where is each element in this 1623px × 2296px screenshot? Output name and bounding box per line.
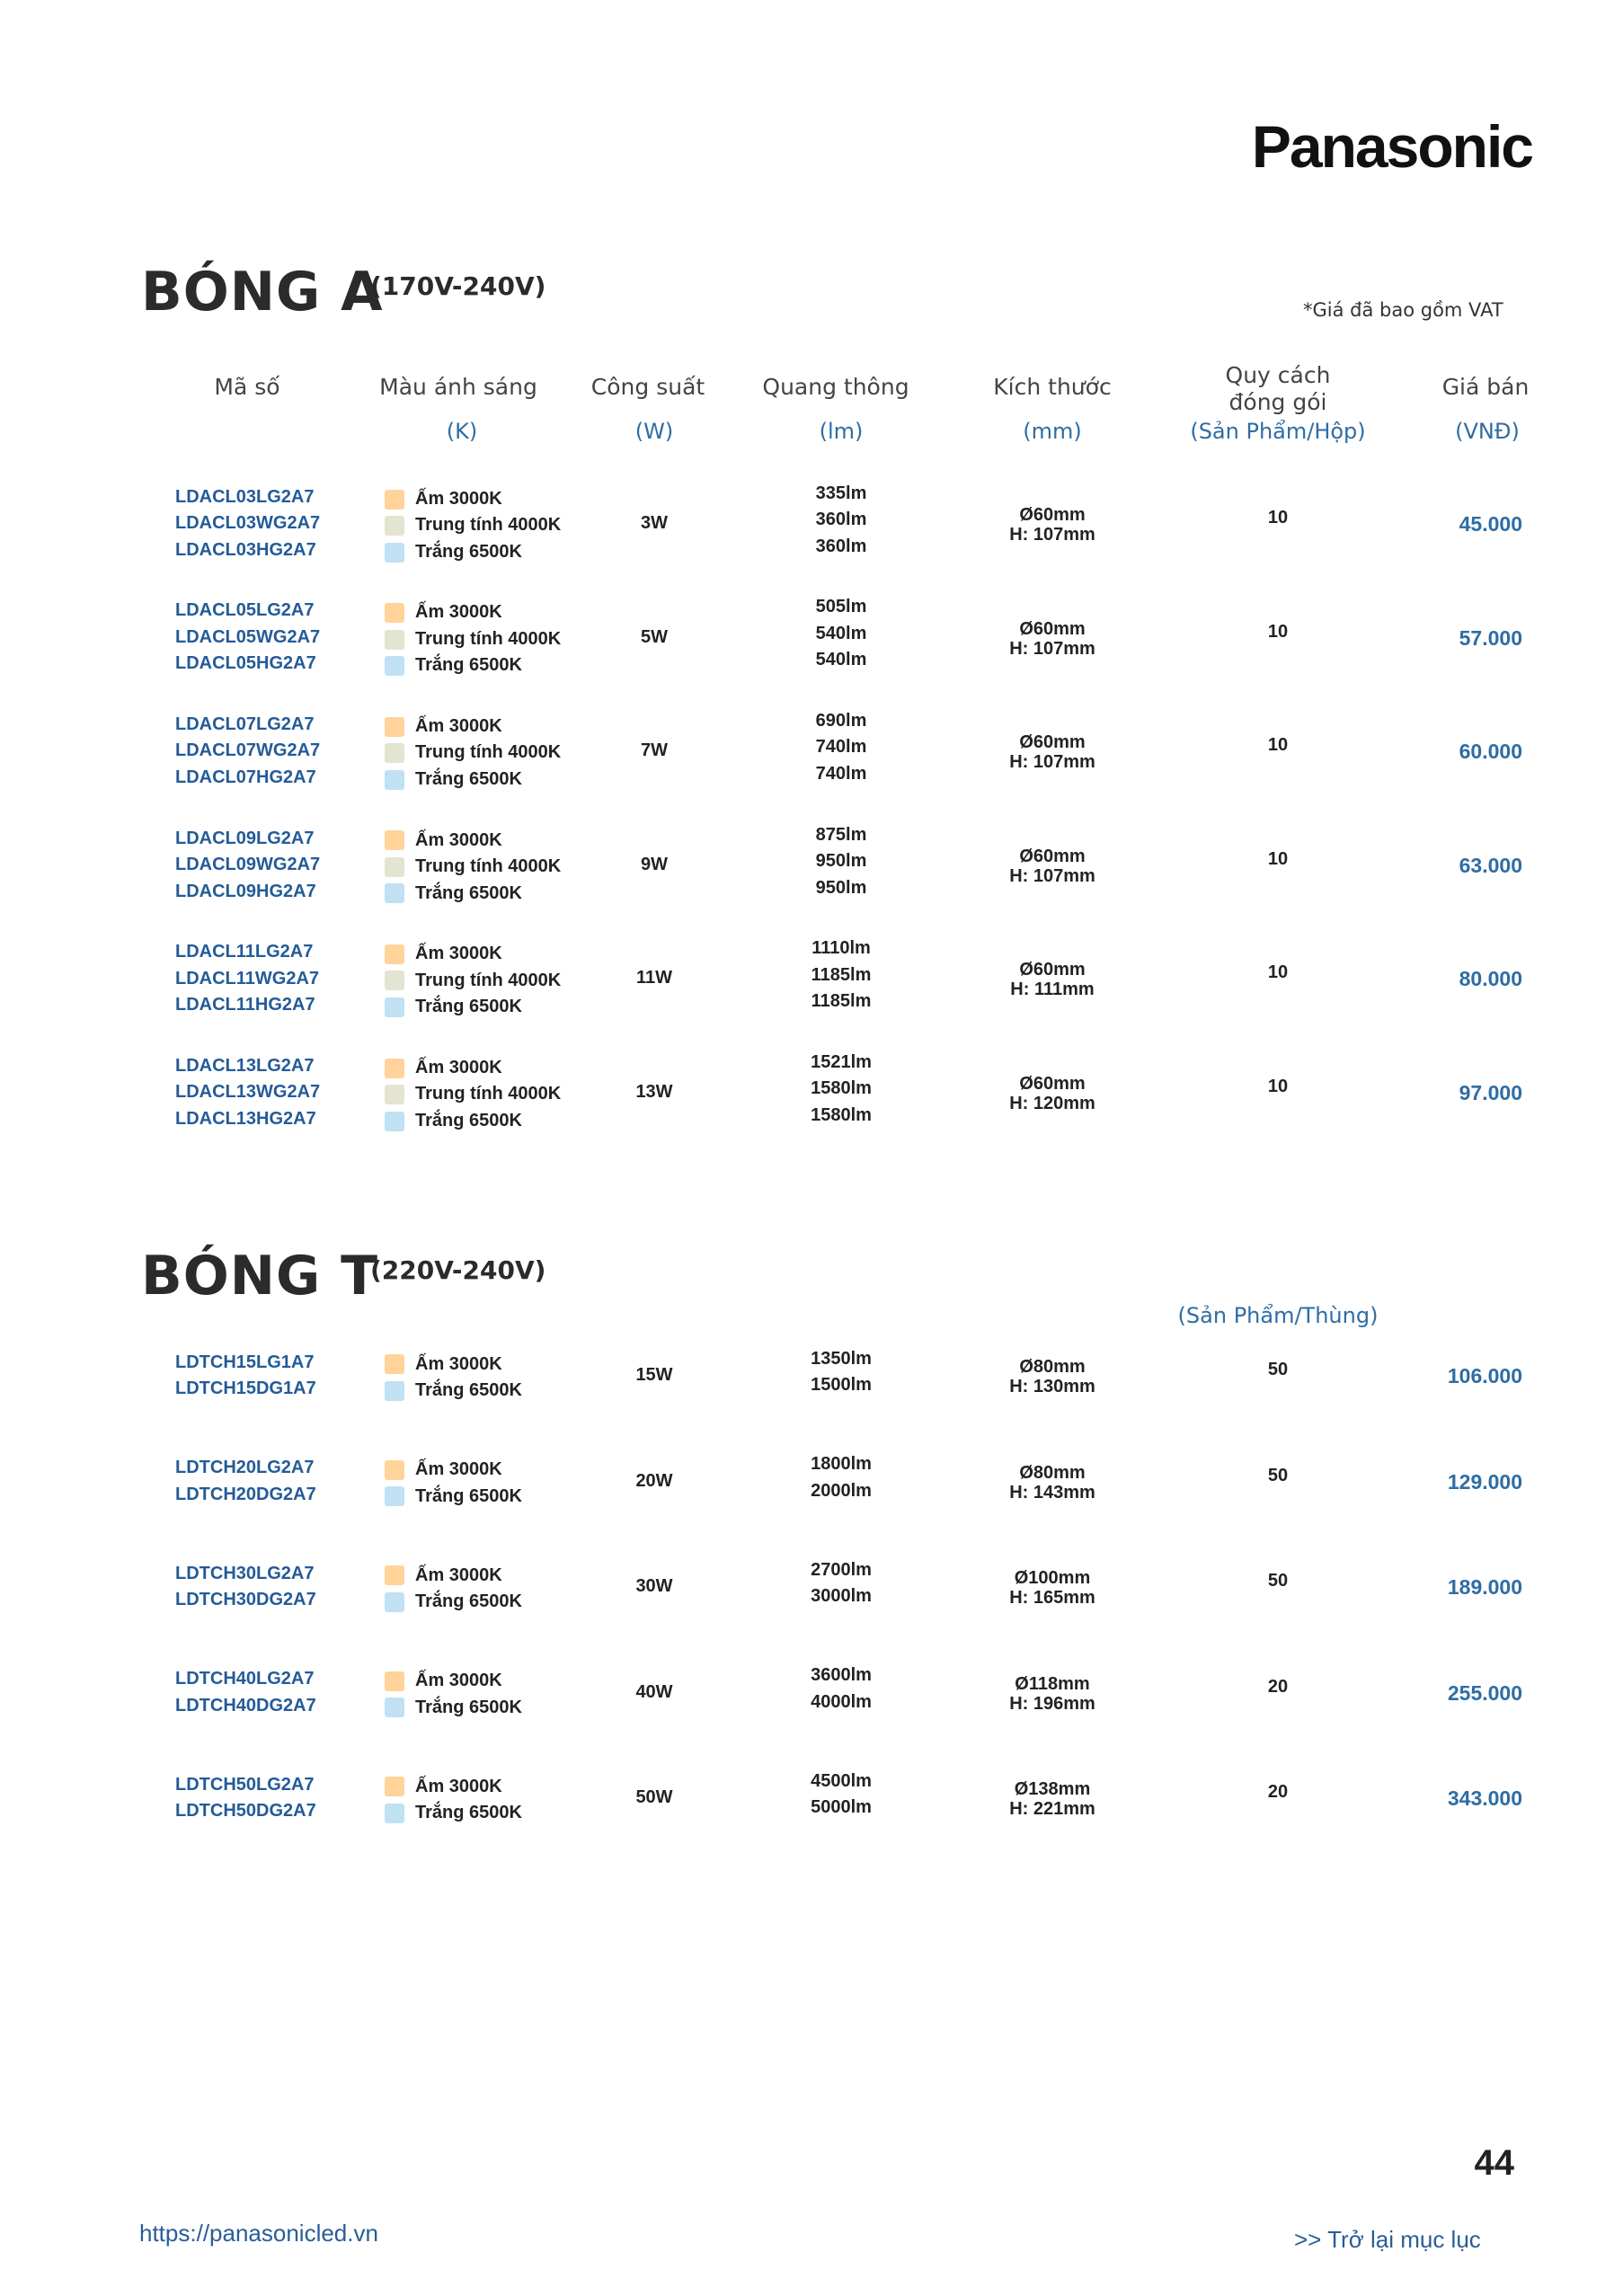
color-swatch-icon bbox=[385, 1354, 404, 1374]
size-values bbox=[945, 505, 1160, 545]
lumen-value: 950lm bbox=[815, 851, 867, 872]
lumen-value: 360lm bbox=[815, 536, 867, 556]
light-color-label: Trắng 6500K bbox=[415, 997, 522, 1017]
section-a-voltage: (170V-240V) bbox=[370, 271, 546, 301]
height-value: H: 107mm bbox=[1009, 865, 1095, 886]
price-value: 343.000 bbox=[1447, 1786, 1522, 1810]
lumen-value: 1350lm bbox=[811, 1348, 872, 1369]
product-code: LDACL09LG2A7 bbox=[175, 828, 315, 848]
product-code: LDTCH15DG1A7 bbox=[175, 1378, 316, 1398]
unit-price: (VNĐ) bbox=[1455, 419, 1520, 444]
color-swatch-icon bbox=[385, 1592, 404, 1612]
price-value: 45.000 bbox=[1459, 512, 1522, 536]
light-color-label: Trắng 6500K bbox=[415, 1591, 522, 1611]
light-colors bbox=[385, 1352, 522, 1405]
power-value: 40W bbox=[635, 1681, 673, 1702]
lumen-value: 4000lm bbox=[811, 1691, 872, 1712]
color-swatch-icon bbox=[385, 1565, 404, 1585]
product-code: LDACL07WG2A7 bbox=[175, 740, 321, 761]
pack-value: 10 bbox=[1267, 848, 1289, 869]
lumen-value: 740lm bbox=[815, 763, 867, 784]
height-value: H: 120mm bbox=[1009, 1094, 1095, 1113]
light-color-label: Ấm 3000K bbox=[415, 829, 502, 850]
power-value: 5W bbox=[641, 626, 668, 647]
color-swatch-icon bbox=[385, 883, 404, 903]
product-codes bbox=[175, 1772, 316, 1825]
light-colors bbox=[385, 941, 561, 1021]
website-link[interactable]: https://panasonicled.vn bbox=[139, 2220, 378, 2247]
lumen-value: 1800lm bbox=[811, 1454, 872, 1474]
light-color-label: Ấm 3000K bbox=[415, 1057, 502, 1077]
diameter-value: Ø118mm bbox=[1015, 1673, 1090, 1694]
product-codes bbox=[175, 1666, 316, 1719]
power-value: 11W bbox=[635, 968, 673, 988]
color-swatch-icon bbox=[385, 543, 404, 563]
size-values bbox=[945, 960, 1160, 999]
light-color-row bbox=[385, 1352, 522, 1378]
size-values bbox=[945, 1074, 1160, 1113]
color-swatch-icon bbox=[385, 1671, 404, 1691]
header-color: Màu ánh sáng bbox=[379, 374, 537, 400]
light-color-row bbox=[385, 1055, 561, 1082]
lumen-values bbox=[733, 822, 949, 902]
color-swatch-icon bbox=[385, 1460, 404, 1480]
color-swatch-icon bbox=[385, 743, 404, 763]
power-value: 15W bbox=[635, 1365, 673, 1385]
power-value: 13W bbox=[635, 1082, 673, 1102]
light-color-row bbox=[385, 1668, 522, 1695]
diameter-value: Ø60mm bbox=[1019, 960, 1086, 980]
height-value: H: 107mm bbox=[1009, 525, 1095, 545]
light-color-label: Ấm 3000K bbox=[415, 944, 502, 964]
header-price: Giá bán bbox=[1441, 374, 1530, 400]
light-color-row bbox=[385, 881, 561, 908]
pack-value: 10 bbox=[1267, 735, 1289, 756]
color-swatch-icon bbox=[385, 603, 404, 623]
light-color-row bbox=[385, 828, 561, 855]
price-value: 60.000 bbox=[1459, 740, 1522, 764]
color-swatch-icon bbox=[385, 1486, 404, 1506]
unit-pack-t: (Sản Phẩm/Thùng) bbox=[1177, 1303, 1379, 1328]
light-color-row bbox=[385, 1800, 522, 1827]
lumen-values bbox=[733, 1557, 949, 1610]
pack-value: 50 bbox=[1267, 1571, 1289, 1591]
light-color-label: Ấm 3000K bbox=[415, 1353, 502, 1374]
light-color-label: Trắng 6500K bbox=[415, 882, 522, 903]
product-codes bbox=[175, 1053, 320, 1133]
size-values bbox=[945, 847, 1160, 886]
lumen-value: 4500lm bbox=[811, 1770, 872, 1791]
light-color-label: Trắng 6500K bbox=[415, 1110, 522, 1130]
pack-value: 10 bbox=[1267, 621, 1289, 642]
page-number: 44 bbox=[1474, 2143, 1514, 2183]
product-code: LDACL11LG2A7 bbox=[175, 942, 314, 962]
color-swatch-icon bbox=[385, 516, 404, 536]
height-value: H: 107mm bbox=[1009, 752, 1095, 773]
height-value: H: 111mm bbox=[1010, 980, 1095, 1000]
light-color-row bbox=[385, 854, 561, 881]
lumen-value: 740lm bbox=[815, 737, 867, 758]
product-code: LDACL03WG2A7 bbox=[175, 513, 321, 534]
light-color-label: Trung tính 4000K bbox=[415, 628, 562, 649]
color-swatch-icon bbox=[385, 944, 404, 964]
price-value: 106.000 bbox=[1447, 1364, 1522, 1387]
product-code: LDACL13LG2A7 bbox=[175, 1055, 315, 1076]
lumen-value: 505lm bbox=[815, 597, 867, 617]
product-code: LDACL03HG2A7 bbox=[175, 539, 316, 560]
lumen-value: 335lm bbox=[815, 483, 867, 503]
light-color-label: Trung tính 4000K bbox=[415, 856, 562, 877]
product-code: LDACL13HG2A7 bbox=[175, 1108, 316, 1129]
product-codes bbox=[175, 1561, 316, 1614]
light-color-label: Trắng 6500K bbox=[415, 1803, 522, 1822]
price-value: 97.000 bbox=[1459, 1081, 1522, 1104]
lumen-values bbox=[733, 594, 949, 674]
light-color-row bbox=[385, 599, 561, 626]
light-color-row bbox=[385, 968, 561, 995]
light-color-label: Trắng 6500K bbox=[415, 1380, 522, 1400]
pack-value: 20 bbox=[1267, 1782, 1289, 1802]
product-code: LDTCH15LG1A7 bbox=[175, 1352, 315, 1372]
lumen-value: 1521lm bbox=[811, 1051, 872, 1072]
pack-value: 10 bbox=[1267, 508, 1289, 527]
lumen-value: 1185lm bbox=[811, 964, 872, 985]
diameter-value: Ø80mm bbox=[1019, 1357, 1086, 1377]
color-swatch-icon bbox=[385, 1777, 404, 1796]
light-color-label: Trung tính 4000K bbox=[415, 515, 562, 536]
height-value: H: 196mm bbox=[1009, 1693, 1095, 1714]
size-values bbox=[945, 732, 1160, 772]
light-colors bbox=[385, 1563, 522, 1616]
light-color-row bbox=[385, 1378, 522, 1405]
product-code: LDACL03LG2A7 bbox=[175, 486, 315, 507]
light-color-label: Trắng 6500K bbox=[415, 768, 522, 789]
light-color-label: Ấm 3000K bbox=[415, 488, 502, 509]
diameter-value: Ø80mm bbox=[1019, 1462, 1086, 1483]
back-to-contents-link[interactable]: >> Trở lại mục lục bbox=[1294, 2226, 1481, 2253]
lumen-value: 690lm bbox=[815, 710, 867, 731]
product-code: LDACL05WG2A7 bbox=[175, 626, 321, 647]
color-swatch-icon bbox=[385, 656, 404, 676]
lumen-value: 1580lm bbox=[811, 1078, 872, 1099]
light-color-row bbox=[385, 1589, 522, 1616]
light-colors bbox=[385, 1055, 561, 1135]
height-value: H: 221mm bbox=[1009, 1799, 1095, 1819]
size-values bbox=[945, 1463, 1160, 1503]
section-t-title: BÓNG T bbox=[141, 1245, 379, 1308]
lumen-values bbox=[733, 1769, 949, 1822]
lumen-values bbox=[733, 935, 949, 1015]
lumen-value: 540lm bbox=[815, 650, 867, 670]
light-color-row bbox=[385, 1457, 522, 1484]
product-codes bbox=[175, 1350, 316, 1403]
header-code: Mã số bbox=[214, 374, 280, 400]
color-swatch-icon bbox=[385, 1698, 404, 1717]
light-color-label: Ấm 3000K bbox=[415, 602, 502, 623]
product-codes bbox=[175, 712, 320, 792]
lumen-value: 3600lm bbox=[811, 1665, 872, 1685]
light-color-row bbox=[385, 652, 561, 679]
color-swatch-icon bbox=[385, 490, 404, 510]
size-values bbox=[945, 1568, 1160, 1608]
light-color-label: Ấm 3000K bbox=[415, 1776, 502, 1796]
size-values bbox=[945, 1779, 1160, 1819]
color-swatch-icon bbox=[385, 770, 404, 790]
light-colors bbox=[385, 828, 561, 908]
power-value: 7W bbox=[641, 740, 668, 761]
header-pack-line1: Quy cách bbox=[1225, 362, 1331, 388]
power-value: 50W bbox=[635, 1787, 673, 1807]
light-color-label: Ấm 3000K bbox=[415, 1459, 502, 1479]
light-color-row bbox=[385, 740, 561, 767]
height-value: H: 165mm bbox=[1009, 1588, 1095, 1608]
product-code: LDACL07HG2A7 bbox=[175, 767, 316, 787]
light-color-label: Ấm 3000K bbox=[415, 1565, 502, 1585]
pack-value: 50 bbox=[1267, 1360, 1289, 1379]
color-swatch-icon bbox=[385, 1804, 404, 1823]
section-t-voltage: (220V-240V) bbox=[370, 1255, 546, 1285]
unit-power: (W) bbox=[634, 419, 674, 444]
product-code: LDTCH50DG2A7 bbox=[175, 1801, 316, 1821]
product-code: LDACL09WG2A7 bbox=[175, 855, 321, 875]
diameter-value: Ø138mm bbox=[1014, 1779, 1091, 1799]
light-color-label: Ấm 3000K bbox=[415, 1671, 502, 1690]
lumen-values bbox=[733, 708, 949, 788]
lumen-values bbox=[733, 1451, 949, 1504]
unit-color: (K) bbox=[446, 419, 478, 444]
product-codes bbox=[175, 484, 320, 564]
color-swatch-icon bbox=[385, 717, 404, 737]
light-color-row bbox=[385, 767, 561, 793]
pack-value: 50 bbox=[1267, 1465, 1289, 1485]
product-code: LDTCH30LG2A7 bbox=[175, 1563, 315, 1583]
product-code: LDTCH20DG2A7 bbox=[175, 1484, 316, 1504]
power-value: 9W bbox=[641, 854, 668, 874]
size-values bbox=[945, 1674, 1160, 1714]
pack-value: 20 bbox=[1267, 1676, 1289, 1697]
pack-value: 10 bbox=[1267, 962, 1289, 983]
price-value: 57.000 bbox=[1459, 625, 1522, 650]
power-value: 20W bbox=[635, 1470, 673, 1491]
size-values bbox=[945, 1357, 1160, 1396]
product-code: LDTCH50LG2A7 bbox=[175, 1774, 315, 1795]
unit-size: (mm) bbox=[1023, 419, 1082, 444]
light-color-label: Trắng 6500K bbox=[415, 1697, 522, 1717]
diameter-value: Ø60mm bbox=[1019, 1074, 1086, 1094]
product-code: LDTCH20LG2A7 bbox=[175, 1458, 315, 1477]
diameter-value: Ø60mm bbox=[1019, 618, 1086, 639]
power-value: 30W bbox=[635, 1576, 673, 1596]
product-code: LDACL05LG2A7 bbox=[175, 600, 315, 621]
light-colors bbox=[385, 599, 561, 679]
lumen-value: 1110lm bbox=[812, 938, 871, 959]
lumen-value: 1500lm bbox=[811, 1375, 872, 1395]
lumen-value: 950lm bbox=[815, 877, 867, 898]
light-color-label: Trắng 6500K bbox=[415, 655, 522, 676]
price-value: 189.000 bbox=[1447, 1575, 1522, 1599]
light-colors bbox=[385, 1668, 522, 1721]
pack-value: 10 bbox=[1267, 1077, 1289, 1096]
product-code: LDACL13WG2A7 bbox=[175, 1082, 321, 1103]
lumen-value: 3000lm bbox=[811, 1586, 872, 1606]
light-colors bbox=[385, 714, 561, 793]
diameter-value: Ø100mm bbox=[1014, 1568, 1091, 1588]
product-codes bbox=[175, 598, 320, 678]
height-value: H: 107mm bbox=[1009, 638, 1095, 659]
diameter-value: Ø60mm bbox=[1019, 732, 1086, 753]
light-color-row bbox=[385, 1563, 522, 1590]
lumen-values bbox=[733, 1050, 949, 1130]
color-swatch-icon bbox=[385, 1085, 404, 1104]
product-code: LDACL07LG2A7 bbox=[175, 714, 315, 734]
lumen-value: 875lm bbox=[815, 824, 867, 845]
product-codes bbox=[175, 939, 319, 1019]
lumen-value: 2700lm bbox=[811, 1559, 872, 1580]
light-color-row bbox=[385, 714, 561, 740]
product-code: LDTCH30DG2A7 bbox=[175, 1590, 316, 1609]
power-value: 3W bbox=[641, 513, 668, 533]
light-color-row bbox=[385, 1108, 561, 1135]
product-codes bbox=[175, 826, 320, 906]
color-swatch-icon bbox=[385, 1059, 404, 1078]
product-code: LDTCH40DG2A7 bbox=[175, 1695, 316, 1715]
light-color-row bbox=[385, 1695, 522, 1722]
light-colors bbox=[385, 1774, 522, 1827]
diameter-value: Ø60mm bbox=[1019, 505, 1086, 525]
color-swatch-icon bbox=[385, 1381, 404, 1401]
light-colors bbox=[385, 1457, 522, 1510]
light-color-label: Trung tính 4000K bbox=[415, 1084, 562, 1104]
section-a-title: BÓNG A bbox=[141, 261, 384, 324]
color-swatch-icon bbox=[385, 830, 404, 850]
product-code: LDACL09HG2A7 bbox=[175, 881, 316, 901]
product-code: LDACL05HG2A7 bbox=[175, 653, 316, 674]
height-value: H: 143mm bbox=[1009, 1482, 1095, 1503]
brand-logo: Panasonic bbox=[1251, 113, 1532, 180]
light-color-row bbox=[385, 994, 561, 1021]
product-code: LDACL11HG2A7 bbox=[175, 995, 315, 1015]
price-value: 63.000 bbox=[1459, 853, 1522, 877]
header-power: Công suất bbox=[590, 374, 705, 400]
product-codes bbox=[175, 1455, 316, 1508]
price-value: 255.000 bbox=[1447, 1680, 1522, 1705]
light-color-row bbox=[385, 486, 561, 513]
size-values bbox=[945, 619, 1160, 659]
header-size: Kích thước bbox=[993, 374, 1112, 400]
product-code: LDACL11WG2A7 bbox=[175, 968, 320, 988]
lumen-values bbox=[733, 1662, 949, 1715]
light-color-row bbox=[385, 539, 561, 566]
lumen-values bbox=[733, 1346, 949, 1399]
light-color-row bbox=[385, 1081, 561, 1108]
header-lumen: Quang thông bbox=[762, 374, 909, 400]
light-color-label: Trắng 6500K bbox=[415, 541, 522, 562]
lumen-values bbox=[733, 481, 949, 561]
light-color-row bbox=[385, 1774, 522, 1801]
light-color-label: Trung tính 4000K bbox=[415, 970, 562, 990]
color-swatch-icon bbox=[385, 971, 404, 990]
color-swatch-icon bbox=[385, 1112, 404, 1131]
light-color-label: Trung tính 4000K bbox=[415, 742, 562, 763]
unit-pack: (Sản Phẩm/Hộp) bbox=[1190, 419, 1366, 444]
header-pack-line2: đóng gói bbox=[1228, 389, 1327, 415]
lumen-value: 2000lm bbox=[811, 1480, 872, 1501]
vat-note: *Giá đã bao gồm VAT bbox=[1303, 299, 1503, 321]
diameter-value: Ø60mm bbox=[1019, 846, 1086, 866]
unit-lumen: (lm) bbox=[819, 419, 864, 444]
light-colors bbox=[385, 486, 561, 566]
color-swatch-icon bbox=[385, 857, 404, 877]
lumen-value: 540lm bbox=[815, 623, 867, 643]
lumen-value: 1580lm bbox=[811, 1104, 872, 1125]
light-color-label: Trắng 6500K bbox=[415, 1485, 522, 1506]
lumen-value: 360lm bbox=[815, 510, 867, 530]
light-color-row bbox=[385, 941, 561, 968]
light-color-row bbox=[385, 1484, 522, 1511]
height-value: H: 130mm bbox=[1009, 1377, 1095, 1396]
price-value: 129.000 bbox=[1447, 1469, 1522, 1494]
color-swatch-icon bbox=[385, 997, 404, 1017]
price-value: 80.000 bbox=[1459, 967, 1522, 991]
product-code: LDTCH40LG2A7 bbox=[175, 1669, 315, 1689]
lumen-value: 5000lm bbox=[811, 1797, 872, 1817]
color-swatch-icon bbox=[385, 630, 404, 650]
light-color-label: Ấm 3000K bbox=[415, 715, 502, 736]
light-color-row bbox=[385, 512, 561, 539]
light-color-row bbox=[385, 626, 561, 653]
lumen-value: 1185lm bbox=[811, 991, 872, 1012]
